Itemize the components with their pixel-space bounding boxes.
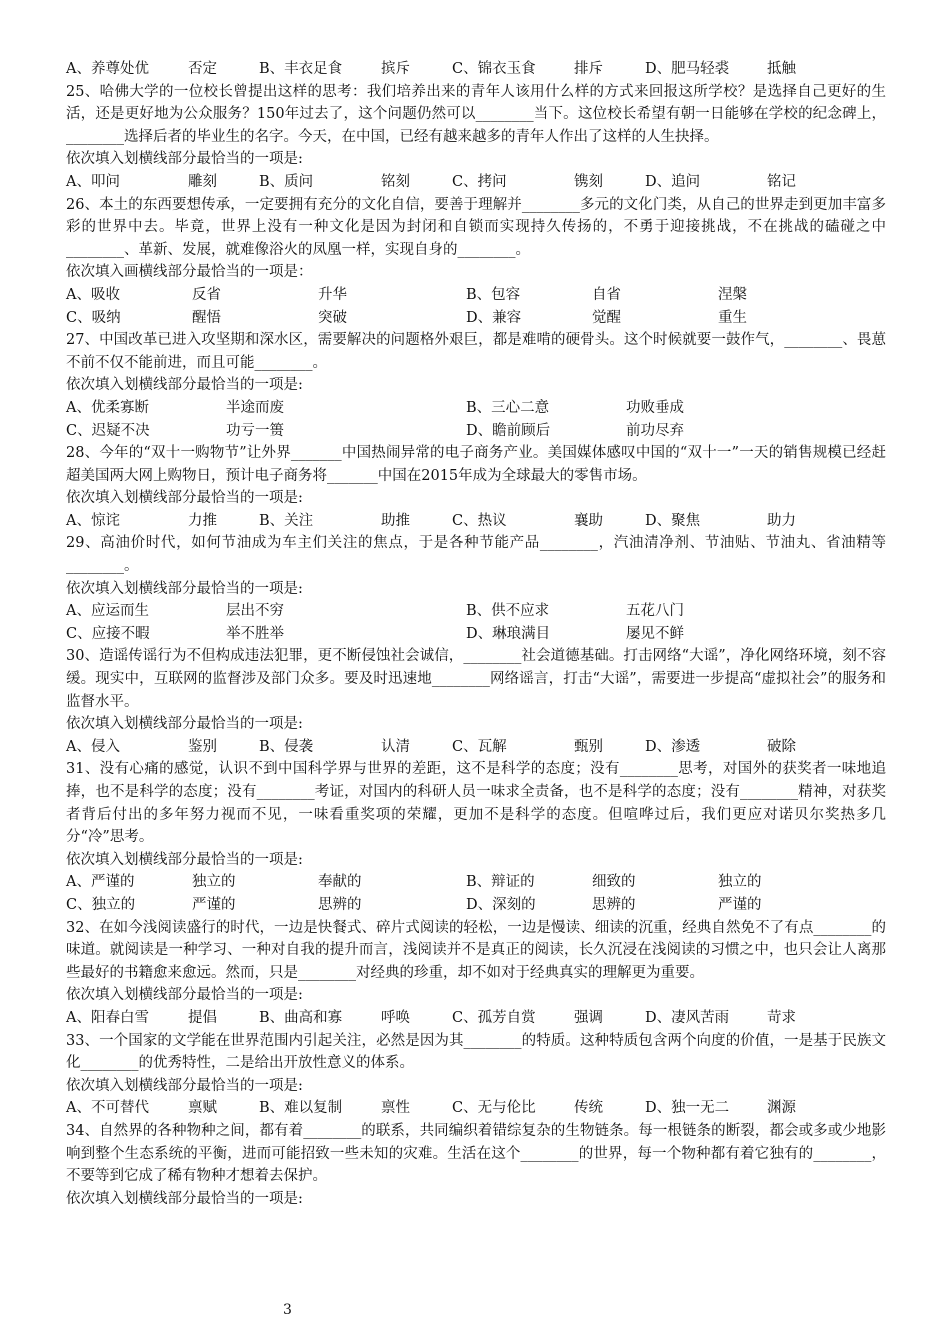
option-a: A、养尊处优 否定 <box>66 61 217 77</box>
question-26-instruction: 依次填入画横线部分最恰当的一项是： <box>66 264 313 281</box>
question-32-options <box>66 1007 886 1030</box>
question-28-text: 28、今年的“双十一购物节”让外界_______中国热闹异常的电子商务产业。美国媒体感叹中国的“双十一”一天的销售规模已经赶超美国两大网上购物日，预计电子商务将_______中国在2015年成为全球最大的零售市场。 <box>66 445 886 484</box>
question-33-instruction: 依次填入划横线部分最恰当的一项是: <box>66 1077 303 1094</box>
option-c: C、瓦解 甄别 <box>452 738 603 755</box>
page-number: 3 <box>283 1302 292 1318</box>
option-c: C、独立的 严谨的 思辨的 <box>66 896 362 913</box>
question-27-options-row1 <box>66 397 886 420</box>
option-d: D、渗透 破除 <box>645 738 796 755</box>
question-25-options <box>66 171 886 194</box>
option-b: B、供不应求 五花八门 <box>466 603 684 620</box>
option-b: B、辩证的 细致的 独立的 <box>466 874 762 891</box>
question-27-options-row2 <box>66 420 886 443</box>
option-d: D、兼容 觉醒 重生 <box>466 309 747 326</box>
question-31-options-row1 <box>66 871 886 894</box>
question-25-instruction: 依次填入划横线部分最恰当的一项是: <box>66 151 303 168</box>
option-c: C、迟疑不决 功亏一篑 <box>66 422 284 439</box>
question-29-instruction: 依次填入划横线部分最恰当的一项是: <box>66 580 303 597</box>
question-31-options-row2 <box>66 894 886 917</box>
option-c: C、锦衣玉食 排斥 <box>452 61 603 77</box>
question-34-text: 34、自然界的各种物种之间，都有着________的联系，共同编织着错综复杂的生物链条。每一根链条的断裂，都会或多或少地影响到整个生态系统的平衡，进而可能招致一些未知的灾难。生活在这个________的世界，每一个物种都有着它独有的________，不要等到它成了稀有物种才想着去保护。 <box>66 1122 886 1185</box>
option-c: C、应接不暇 举不胜举 <box>66 625 284 642</box>
option-a: A、优柔寡断 半途而废 <box>66 399 284 416</box>
option-b: B、三心二意 功败垂成 <box>466 399 684 416</box>
option-a: A、惊诧 力推 <box>66 512 217 529</box>
question-25-text: 25、哈佛大学的一位校长曾提出这样的思考：我们培养出来的青年人该用什么样的方式来回报这所学校？是选择自己更好的生活，还是更好地为公众服务？150年过去了，这个问题仍然可以________当下。这位校长希望有朝一日能够在学校的纪念碑上，________选择后者的毕业生的名字。今天，在中国，已经有越来越多的青年人作出了这样的人生抉择。 <box>66 83 886 145</box>
option-d: D、追问 铭记 <box>645 173 796 190</box>
question-26-options-row1 <box>66 284 886 307</box>
question-28-options <box>66 510 886 533</box>
option-b: B、质问 铭刻 <box>259 173 410 190</box>
option-a: A、应运而生 层出不穷 <box>66 603 284 620</box>
option-a: A、严谨的 独立的 奉献的 <box>66 874 362 891</box>
option-a: A、阳春白雪 提倡 <box>66 1009 217 1026</box>
question-32-instruction: 依次填入划横线部分最恰当的一项是: <box>66 987 303 1004</box>
question-34-instruction: 依次填入划横线部分最恰当的一项是: <box>66 1190 303 1207</box>
option-a: A、侵入 鉴别 <box>66 738 217 755</box>
question-26-text: 26、本土的东西要想传承，一定要拥有充分的文化自信，要善于理解并________多元的文化门类，从自己的世界走到更加丰富多彩的世界中去。毕竟，世界上没有一种文化是因为封闭和自锁而实现持久传扬的，不勇于迎接挑战，不在挑战的磕碰之中________、革新、发展，就难像浴火的凤凰一样，实现自身的________。 <box>66 196 886 258</box>
question-29-options-row2 <box>66 623 886 646</box>
option-d: D、凄风苦雨 苛求 <box>645 1009 796 1026</box>
option-c: C、无与伦比 传统 <box>452 1100 603 1117</box>
option-c: C、孤芳自赏 强调 <box>452 1009 603 1026</box>
question-29-options-row1 <box>66 600 886 623</box>
question-31-instruction: 依次填入划横线部分最恰当的一项是: <box>66 851 303 868</box>
question-32-text: 32、在如今浅阅读盛行的时代，一边是快餐式、碎片式阅读的轻松，一边是慢读、细读的沉重，经典自然免不了有点________的味道。就阅读是一种学习、一种对自我的提升而言，浅阅读并不是真正的阅读，长久沉浸在浅阅读的习惯之中，也只会让人离那些最好的书籍愈来愈远。然而，只是________对经典的珍重，却不如对于经典真实的理解更为重要。 <box>66 919 886 981</box>
option-b: B、关注 助推 <box>259 512 410 529</box>
question-30-instruction: 依次填入划横线部分最恰当的一项是: <box>66 716 303 733</box>
option-b: B、曲高和寡 呼唤 <box>259 1009 410 1026</box>
option-a: A、吸收 反省 升华 <box>66 286 347 303</box>
option-d: D、深刻的 思辨的 严谨的 <box>466 896 762 913</box>
option-d: D、肥马轻裘 抵触 <box>645 61 796 77</box>
option-a: A、叩问 雕刻 <box>66 173 217 190</box>
question-27-text: 27、中国改革已进入攻坚期和深水区，需要解决的问题格外艰巨，都是难啃的硬骨头。这个时候就要一鼓作气，________、畏葸不前不仅不能前进，而且可能________。 <box>66 332 886 371</box>
option-b: B、难以复制 禀性 <box>259 1100 410 1117</box>
question-30-options <box>66 736 886 759</box>
option-c: C、热议 襄助 <box>452 512 603 529</box>
question-31-text: 31、没有心痛的感觉，认识不到中国科学界与世界的差距，这不是科学的态度；没有________思考，对国外的获奖者一味地追捧，也不是科学的态度；没有________考证，对国内的科研人员一味求全责备，也不是科学的态度；没有________精神，对获奖者背后付出的多年努力视而不见，一味看重奖项的荣耀，更加不是科学的态度。但喧哗过后，我们更应对诺贝尔奖热多几分“冷”思考。 <box>66 761 886 846</box>
document-page <box>66 58 886 1210</box>
option-d: D、聚焦 助力 <box>645 512 796 529</box>
option-b: B、侵袭 认清 <box>259 738 410 755</box>
option-b: B、丰衣足食 摈斥 <box>259 61 410 77</box>
question-26-options-row2 <box>66 307 886 330</box>
option-d: D、独一无二 渊源 <box>645 1100 796 1117</box>
question-27-instruction: 依次填入划横线部分最恰当的一项是: <box>66 377 303 394</box>
option-b: B、包容 自省 涅槃 <box>466 286 747 303</box>
question-30-text: 30、造谣传谣行为不但构成违法犯罪，更不断侵蚀社会诚信，________社会道德基础。打击网络“大谣”，净化网络环境，刻不容缓。现实中，互联网的监督涉及部门众多。要及时迅速地________网络谣言，打击“大谣”，需要进一步提高“虚拟社会”的服务和监督水平。 <box>66 648 886 710</box>
option-c: C、拷问 镌刻 <box>452 173 603 190</box>
question-33-text: 33、一个国家的文学能在世界范围内引起关注，必然是因为其________的特质。这种特质包含两个向度的价值，一是基于民族文化________的优秀特性，二是给出开放性意义的体系。 <box>66 1032 886 1072</box>
option-d: D、琳琅满目 屡见不鲜 <box>466 625 684 642</box>
option-a: A、不可替代 禀赋 <box>66 1100 217 1117</box>
question-33-options <box>66 1097 886 1120</box>
question-28-instruction: 依次填入划横线部分最恰当的一项是: <box>66 490 303 507</box>
option-d: D、瞻前顾后 前功尽弃 <box>466 422 684 439</box>
question-29-text: 29、高油价时代，如何节油成为车主们关注的焦点，于是各种节能产品________，汽油清净剂、节油贴、节油丸、省油精等________。 <box>66 535 886 575</box>
option-c: C、吸纳 醒悟 突破 <box>66 309 347 326</box>
top-options <box>66 58 886 81</box>
